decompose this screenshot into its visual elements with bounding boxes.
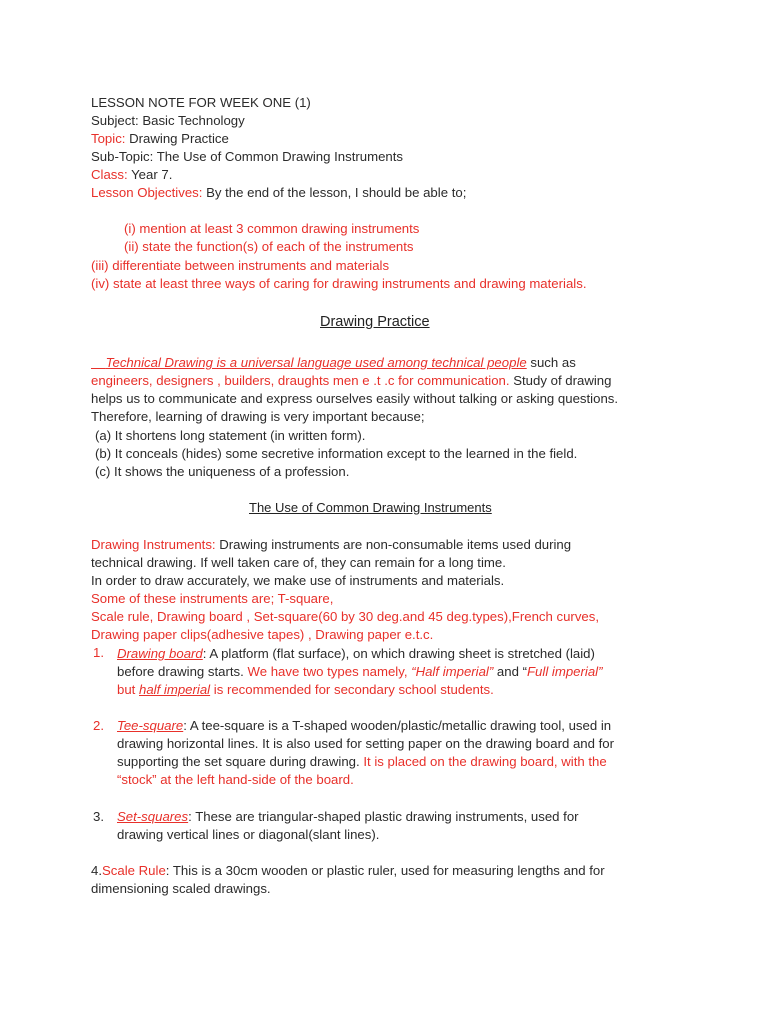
objective-item: (i) mention at least 3 common drawing instruments (124, 221, 420, 236)
list-item-line: before drawing starts. We have two types namely, “Half imperial” and “Full imperial” (117, 664, 603, 679)
paragraph-line: Some of these instruments are; T-square, (91, 591, 334, 606)
subtopic-label: Sub-Topic: (91, 149, 154, 164)
list-item-tee-square: Tee-square: A tee-square is a T-shaped wooden/plastic/metallic drawing tool, used in (117, 718, 612, 733)
class-label: Class: (91, 167, 128, 182)
item-number: 2. (93, 718, 104, 733)
paragraph-line: Therefore, learning of drawing is very important because; (91, 409, 425, 424)
list-item-drawing-board: Drawing board: A platform (flat surface), on which drawing sheet is stretched (laid) (117, 646, 595, 661)
paragraph-line: In order to draw accurately, we make use of instruments and materials. (91, 573, 505, 588)
lesson-title: LESSON NOTE FOR WEEK ONE (1) (91, 95, 311, 110)
reason-item: (a) It shortens long statement (in written form). (95, 428, 366, 443)
item-term: Scale Rule (102, 863, 166, 878)
objectives-intro: By the end of the lesson, I should be able to; (206, 185, 467, 200)
reason-item: (c) It shows the uniqueness of a profession. (95, 464, 350, 479)
list-item-line: supporting the set square during drawing. It is placed on the drawing board, with the (117, 754, 607, 769)
paragraph-line: helps us to communicate and express ourselves easily without talking or asking questions. (91, 391, 619, 406)
item-number: 4. (91, 863, 102, 878)
subject-label: Subject: (91, 113, 139, 128)
list-item-line: drawing vertical lines or diagonal(slant lines). (117, 827, 380, 842)
section-heading-drawing-practice: Drawing Practice (320, 314, 430, 330)
topic-value: Drawing Practice (129, 131, 229, 146)
item-number: 1. (93, 645, 104, 660)
class-value: Year 7. (131, 167, 173, 182)
objectives-line (91, 184, 466, 202)
list-item-line: but half imperial is recommended for secondary school students. (117, 682, 494, 697)
highlight-text: engineers, designers , builders, draughts men e .t .c for communication. (91, 373, 510, 388)
objective-item: (iii) differentiate between instruments and materials (91, 258, 390, 273)
subtopic-line (91, 148, 403, 166)
item-term: Drawing board (117, 646, 203, 661)
topic-line (91, 130, 229, 148)
paragraph-line: Drawing Instruments: Drawing instruments are non-consumable items used during (91, 537, 572, 552)
highlight-text: Technical Drawing is a universal language used among technical people (105, 355, 527, 370)
subject-line (91, 112, 245, 130)
objective-item: (ii) state the function(s) of each of the instruments (124, 239, 414, 254)
objectives-label: Lesson Objectives: (91, 185, 203, 200)
list-item-line: “stock” at the left hand-side of the board. (117, 772, 354, 787)
subject-value: Basic Technology (142, 113, 245, 128)
list-item-set-squares: Set-squares: These are triangular-shaped plastic drawing instruments, used for (117, 809, 579, 824)
list-item-line: drawing horizontal lines. It is also used for setting paper on the drawing board and for (117, 736, 615, 751)
reason-item: (b) It conceals (hides) some secretive information except to the learned in the field. (95, 446, 578, 461)
paragraph-line: engineers, designers , builders, draughts men e .t .c for communication. Study of drawing (91, 373, 612, 388)
paragraph-line: Scale rule, Drawing board , Set-square(60 by 30 deg.and 45 deg.types),French curves, (91, 609, 600, 624)
paragraph-line: Drawing paper clips(adhesive tapes) , Drawing paper e.t.c. (91, 627, 434, 642)
item-number: 3. (93, 809, 104, 824)
paragraph-line: technical drawing. If well taken care of, they can remain for a long time. (91, 555, 506, 570)
subtopic-value: The Use of Common Drawing Instruments (156, 149, 404, 164)
list-item-scale-rule: 4.Scale Rule: This is a 30cm wooden or plastic ruler, used for measuring lengths and for (91, 863, 605, 878)
item-term: Tee-square (117, 718, 184, 733)
objective-item: (iv) state at least three ways of caring for drawing instruments and drawing materials. (91, 276, 587, 291)
definition-label: Drawing Instruments: (91, 537, 216, 552)
item-term: Set-squares (117, 809, 189, 824)
paragraph-line: Technical Drawing is a universal language used among technical people such as (91, 354, 576, 372)
section-heading-instruments: The Use of Common Drawing Instruments (249, 500, 492, 515)
class-line (91, 166, 172, 184)
list-item-line: dimensioning scaled drawings. (91, 881, 271, 896)
topic-label: Topic: (91, 131, 126, 146)
